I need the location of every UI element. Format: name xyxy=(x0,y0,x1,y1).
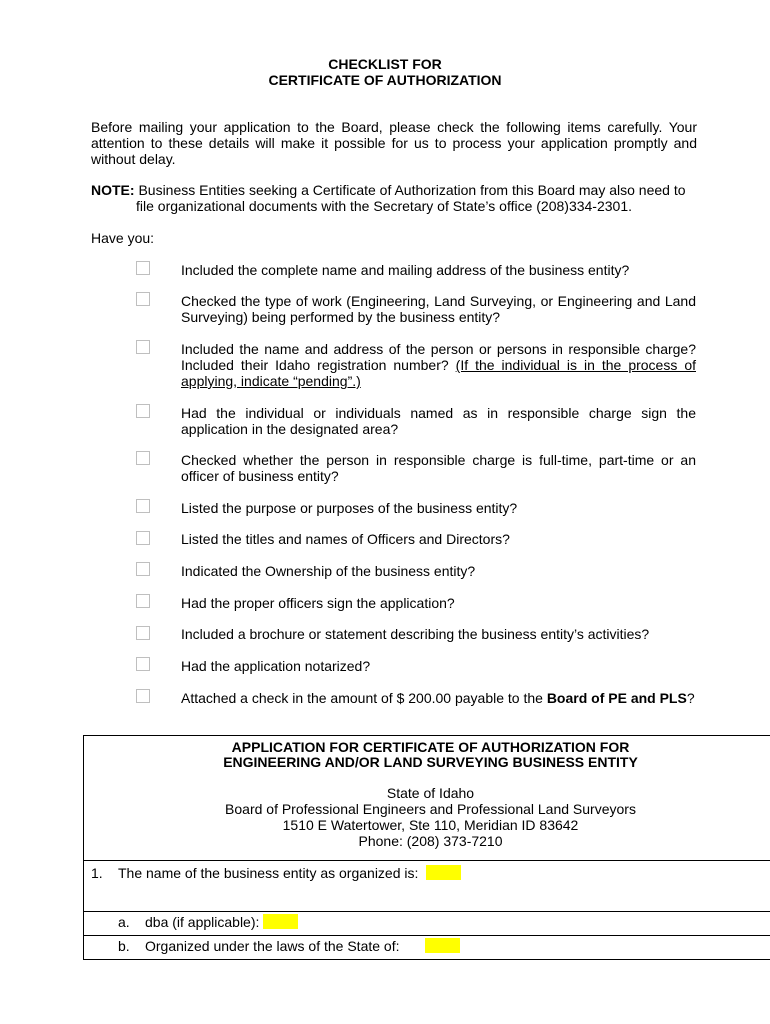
checklist-item-10: Included a brochure or statement describing the business entity’s activities? xyxy=(181,626,650,642)
checklist-title-line2: CERTIFICATE OF AUTHORIZATION xyxy=(268,72,502,88)
intro-paragraph: Before mailing your application to the Board, please check the following items carefully. Your attention to these details will make it possible for us to process your application promptly and without delay. xyxy=(91,119,697,167)
checklist-item-8: Indicated the Ownership of the business entity? xyxy=(181,563,476,579)
have-you-label: Have you: xyxy=(91,230,155,246)
note-text-line1: Business Entities seeking a Certificate of Authorization from this Board may also need to xyxy=(134,182,686,198)
question-a-letter: a. xyxy=(118,914,130,930)
checklist-item-3 xyxy=(181,341,696,389)
checklist-item-6: Listed the purpose or purposes of the business entity? xyxy=(181,500,518,516)
note-label: NOTE: xyxy=(91,182,135,198)
form-state: State of Idaho xyxy=(386,785,475,801)
checklist-checkbox-9[interactable] xyxy=(136,594,150,608)
checklist-item-9: Had the proper officers sign the application? xyxy=(181,595,455,611)
question-b-letter: b. xyxy=(118,938,130,954)
checklist-title-line1: CHECKLIST FOR xyxy=(328,56,442,72)
checklist-item-1: Included the complete name and mailing address of the business entity? xyxy=(181,262,630,278)
question-1-label: The name of the business entity as organized is: xyxy=(118,865,419,881)
form-divider-1 xyxy=(83,860,770,861)
checklist-item-12 xyxy=(181,690,696,706)
checklist-checkbox-11[interactable] xyxy=(136,657,150,671)
checklist-item-4: Had the individual or individuals named as in responsible charge sign the application in the designated area? xyxy=(181,405,696,437)
checklist-checkbox-10[interactable] xyxy=(136,626,150,640)
form-phone: Phone: (208) 373-7210 xyxy=(358,833,503,849)
checklist-checkbox-8[interactable] xyxy=(136,562,150,576)
form-divider-2 xyxy=(83,911,770,912)
checklist-item-12-text: Attached a check in the amount of $ 200.00 payable to the xyxy=(181,690,547,706)
checklist-item-5: Checked whether the person in responsible charge is full-time, part-time or an officer of business entity? xyxy=(181,452,696,484)
form-board-name: Board of Professional Engineers and Professional Land Surveyors xyxy=(225,801,636,817)
checklist-item-3-pending-note: (If the individual is in the process of applying, indicate “pending”.) xyxy=(181,357,696,389)
business-name-field[interactable] xyxy=(426,865,461,880)
checklist-item-11: Had the application notarized? xyxy=(181,658,371,674)
checklist-checkbox-3[interactable] xyxy=(136,340,150,354)
state-of-organization-field[interactable] xyxy=(425,938,460,953)
checklist-checkbox-1[interactable] xyxy=(136,261,150,275)
checklist-checkbox-4[interactable] xyxy=(136,404,150,418)
note-line2: file organizational documents with the Secretary of State’s office (208)334-2301. xyxy=(136,198,632,214)
form-title-line2: ENGINEERING AND/OR LAND SURVEYING BUSINESS ENTITY xyxy=(223,754,638,770)
form-address: 1510 E Watertower, Ste 110, Meridian ID 83642 xyxy=(282,817,579,833)
checklist-item-12-suffix: ? xyxy=(686,690,695,706)
question-a-label: dba (if applicable): xyxy=(145,914,260,930)
form-title-line1: APPLICATION FOR CERTIFICATE OF AUTHORIZATION FOR xyxy=(231,739,630,755)
checklist-checkbox-5[interactable] xyxy=(136,451,150,465)
form-divider-3 xyxy=(83,935,770,936)
note-line1 xyxy=(91,182,697,198)
checklist-checkbox-12[interactable] xyxy=(136,689,150,703)
checklist-checkbox-2[interactable] xyxy=(136,292,150,306)
payee-name: Board of PE and PLS xyxy=(546,690,687,706)
checklist-checkbox-6[interactable] xyxy=(136,499,150,513)
checklist-item-7: Listed the titles and names of Officers and Directors? xyxy=(181,531,510,547)
checklist-checkbox-7[interactable] xyxy=(136,531,150,545)
question-1-number: 1. xyxy=(91,865,103,881)
checklist-item-2: Checked the type of work (Engineering, Land Surveying, or Engineering and Land Surveying) being performed by the business entity? xyxy=(181,293,696,325)
dba-field[interactable] xyxy=(263,914,298,929)
checklist-item-3-text: Included the name and address of the person or persons in responsible charge? Included their Idaho registration number? xyxy=(181,341,696,373)
question-b-label: Organized under the laws of the State of: xyxy=(145,938,400,954)
